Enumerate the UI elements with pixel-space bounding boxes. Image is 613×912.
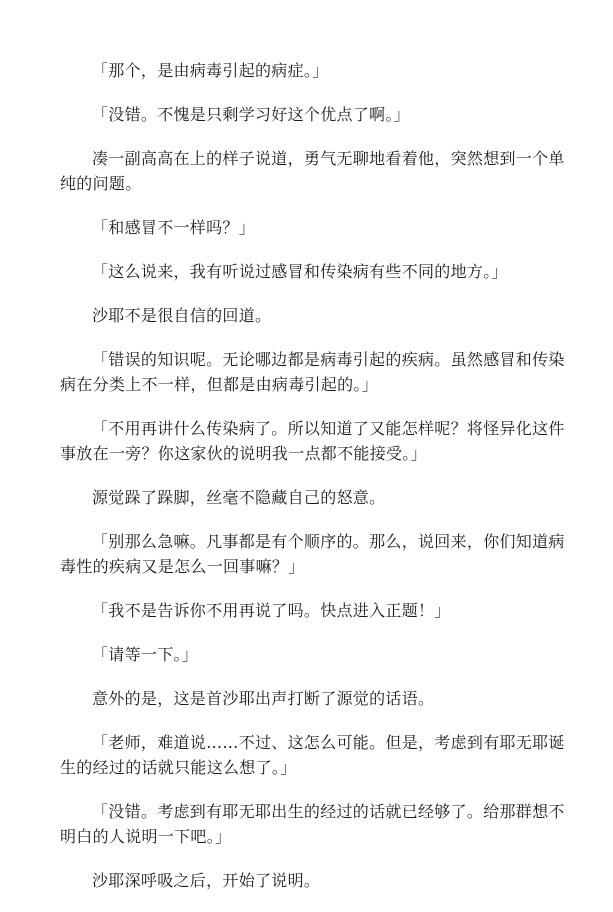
- paragraph: 「我不是告诉你不用再说了吗。快点进入正题！」: [92, 601, 451, 620]
- paragraph: 「这么说来，我有听说过感冒和传染病有些不同的地方。」: [92, 262, 508, 281]
- body-text: [60, 58, 577, 912]
- paragraph: 「错误的知识呢。无论哪边都是病毒引起的疾病。虽然感冒和传染病在分类上不一样，但都是由病毒引起的。」: [60, 350, 565, 394]
- paragraph: 「不用再讲什么传染病了。所以知道了又能怎样呢？将怪异化这件事放在一旁？你这家伙的说明我一点都不能接受。」: [60, 419, 565, 463]
- paragraph: 沙耶不是很自信的回道。: [92, 306, 272, 325]
- paragraph: 「别那么急嘛。凡事都是有个顺序的。那么，说回来，你们知道病毒性的疾病又是怎么一回事嘛？」: [60, 532, 565, 576]
- paragraph: 「没错。考虑到有耶无耶出生的经过的话就已经够了。给那群想不明白的人说明一下吧。」: [60, 802, 565, 846]
- paragraph: 「请等一下。」: [92, 645, 199, 664]
- paragraph: 意外的是，这是首沙耶出声打断了源觉的话语。: [92, 689, 435, 708]
- paragraph: 「没错。不愧是只剩学习好这个优点了啊。」: [92, 105, 411, 124]
- paragraph: 凑一副高高在上的样子说道，勇气无聊地看着他，突然想到一个单纯的问题。: [60, 149, 565, 193]
- paragraph: 沙耶深呼吸之后，开始了说明。: [92, 871, 321, 890]
- paragraph: 「那个，是由病毒引起的病症。」: [92, 61, 329, 80]
- paragraph: 源觉跺了跺脚，丝毫不隐藏自己的怒意。: [92, 488, 386, 507]
- paragraph: 「老师，难道说……不过、这怎么可能。但是，考虑到有耶无耶诞生的经过的话就只能这么想了。」: [60, 733, 565, 777]
- paragraph: 「和感冒不一样吗？」: [92, 218, 256, 237]
